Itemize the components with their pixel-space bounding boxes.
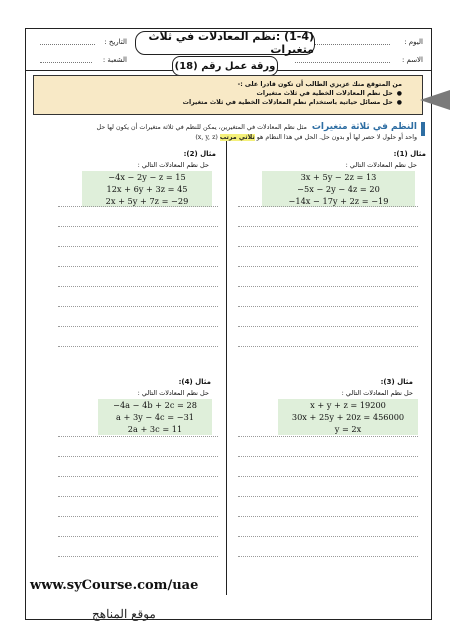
answer-line <box>238 286 418 287</box>
intro-text-1: مثل نظم المعادلات في المتغيرين، يمكن للنظم في ثلاثة متغيرات أن يكون لها حل <box>96 124 307 131</box>
answer-line <box>58 326 218 327</box>
answer-line <box>238 326 418 327</box>
equation: 30x + 25y + 20z = 456000 <box>291 412 405 422</box>
footer-site-name: موقع المناهج <box>92 607 156 621</box>
example-1-title: مثال (1): <box>393 150 426 158</box>
answer-line <box>238 536 418 537</box>
answer-line <box>238 496 418 497</box>
footer-url[interactable]: www.syCourse.com/uae <box>30 578 199 593</box>
equation: y = 2x <box>334 424 362 434</box>
section-field-line <box>40 62 92 63</box>
equation: 2x + 5y + 7z = −29 <box>105 196 189 206</box>
answer-line <box>238 476 418 477</box>
equation: 3x + 5y − 2z = 13 <box>300 172 377 182</box>
answer-line <box>238 226 418 227</box>
answer-line <box>58 476 218 477</box>
answer-line <box>58 516 218 517</box>
example-3-title: مثال (3): <box>380 378 413 386</box>
example-3-equations <box>278 399 418 435</box>
answer-line <box>58 496 218 497</box>
equation: a + 3y − 4c = −31 <box>116 412 194 422</box>
example-3-prompt: حل نظم المعادلات التالي : <box>341 389 413 397</box>
answer-line <box>58 456 218 457</box>
answer-line <box>238 436 418 437</box>
answer-line <box>58 246 218 247</box>
section-label: الشعبة : <box>102 56 127 64</box>
ordered-triple: (x, y, z) <box>195 134 218 141</box>
example-1-prompt: حل نظم المعادلات التالي : <box>345 161 417 169</box>
worksheet-number: ورقة عمل رقم (18) <box>172 56 278 76</box>
equation: −4a − 4b + 2c = 28 <box>113 400 197 410</box>
intro-text-2: واحد أو حلول لا حصر لها أو بدون حل. الحل في هذا النظام هو <box>256 134 417 141</box>
date-field-line <box>40 44 95 45</box>
example-4-equations <box>98 399 212 435</box>
equation: −14x − 17y + 2z = −19 <box>288 196 389 206</box>
answer-line <box>238 206 418 207</box>
example-4-title: مثال (4): <box>178 378 211 386</box>
example-4-prompt: حل نظم المعادلات التالي : <box>137 389 209 397</box>
answer-line <box>238 346 418 347</box>
objectives-list <box>183 80 402 108</box>
answer-line <box>238 556 418 557</box>
answer-line <box>238 266 418 267</box>
day-label: اليوم : <box>404 38 423 46</box>
answer-line <box>58 286 218 287</box>
section-marker <box>421 122 425 136</box>
equation: x + y + z = 19200 <box>310 400 386 410</box>
equation: 2a + 3c = 11 <box>127 424 183 434</box>
date-label: التاريخ : <box>104 38 127 46</box>
answer-line <box>238 516 418 517</box>
answer-line <box>58 306 218 307</box>
example-2-title: مثال (2): <box>183 150 216 158</box>
answer-line <box>58 266 218 267</box>
lesson-title: (1-4) :نظم المعادلات في ثلاث متغيرات <box>135 31 315 55</box>
answer-line <box>238 246 418 247</box>
answer-line <box>238 456 418 457</box>
name-label: الاسم : <box>401 56 423 64</box>
ordered-triple-highlight: ثلاثي مرتب <box>219 134 255 141</box>
example-1-equations <box>262 171 415 207</box>
answer-line <box>58 556 218 557</box>
objective-item: ● حل نظم المعادلات الخطية في ثلاث متغيرات <box>183 89 402 98</box>
objectives-box <box>33 75 423 115</box>
answer-line <box>58 536 218 537</box>
page-frame <box>25 28 432 620</box>
answer-line <box>58 436 218 437</box>
answer-line <box>58 226 218 227</box>
answer-line <box>58 206 218 207</box>
answer-line <box>58 346 218 347</box>
objective-item: ● حل مسائل حياتية باستخدام نظم المعادلات الخطية في ثلاث متغيرات <box>183 98 402 107</box>
name-field-line <box>295 62 390 63</box>
equation: 12x + 6y + 3z = 45 <box>106 184 188 194</box>
intro-paragraph <box>42 122 417 143</box>
column-divider <box>226 141 227 595</box>
example-2-equations <box>82 171 212 207</box>
objectives-intro: من المتوقع منك عزيزي الطالب أن تكون قادرا على :- <box>237 81 402 88</box>
example-2-prompt: حل نظم المعادلات التالي : <box>137 161 209 169</box>
answer-line <box>238 306 418 307</box>
equation: −4x − 2y − z = 15 <box>108 172 186 182</box>
section-heading: النظم في ثلاثة متغيرات <box>311 122 417 132</box>
day-field-line <box>310 44 390 45</box>
equation: −5x − 2y − 4z = 20 <box>297 184 380 194</box>
